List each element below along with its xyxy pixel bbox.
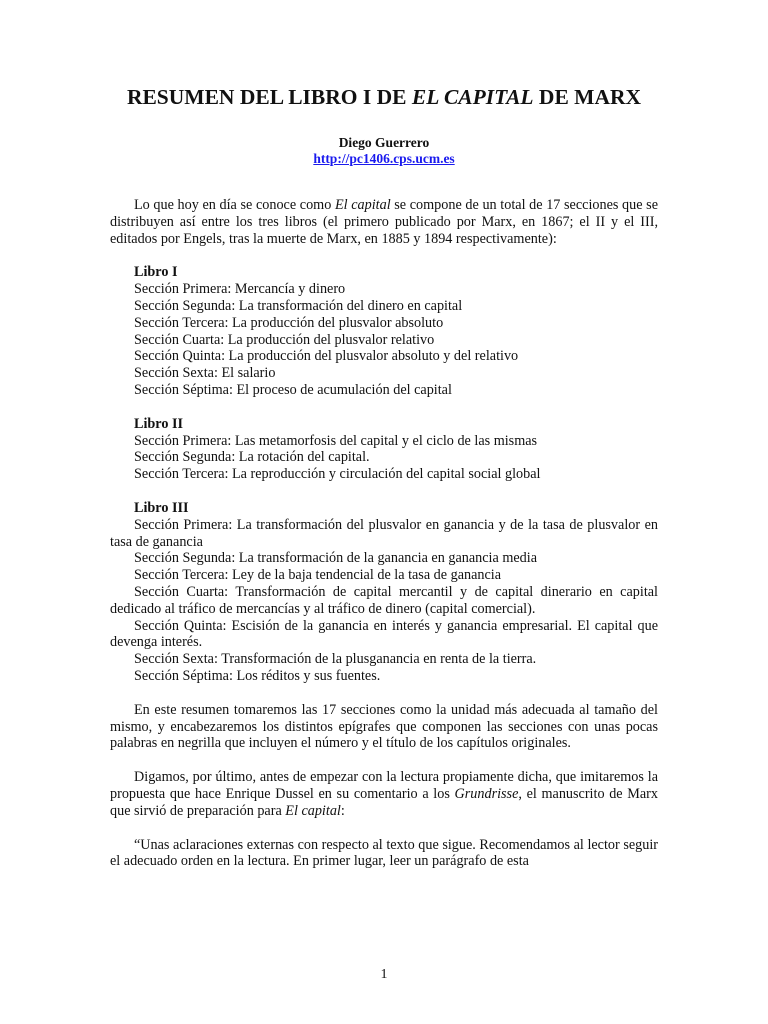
title-text-end: DE MARX: [533, 85, 642, 109]
book-1-section: Sección Segunda: La transformación del dinero en capital: [134, 297, 463, 314]
intro-italic: El capital: [334, 197, 391, 213]
book-1-section: Sección Sexta: El salario: [134, 365, 276, 382]
dussel-italic-1: Grundrisse: [454, 785, 519, 802]
book-2-section: Sección Primera: Las metamorfosis del capital y el ciclo de las mismas: [134, 432, 538, 449]
intro-text-2: se compone de un total de 17 secciones que se distribuyen así entre los tres libros (el primero publicado por Marx, en 1867; el II y el III, editados por Engels, tras la muerte de Marx, en 1885 y 1894 respectivamente):: [110, 197, 659, 247]
dussel-text-3: :: [340, 802, 345, 819]
author-url-link[interactable]: http://pc1406.cps.ucm.es: [313, 151, 455, 166]
intro-text-1: Lo que hoy en día se conoce como: [134, 197, 335, 213]
book-3-title: Libro III: [134, 499, 189, 516]
document-body: [110, 84, 658, 870]
book-3-section: Sección Segunda: La transformación de la ganancia en ganancia media: [134, 550, 537, 567]
book-3-section: Sección Primera: La transformación del plusvalor en ganancia y de la tasa de plusvalor en tasa de ganancia: [110, 516, 658, 550]
book-1-section: Sección Séptima: El proceso de acumulación del capital: [134, 381, 452, 398]
book-2-section: Sección Tercera: La reproducción y circulación del capital social global: [134, 466, 541, 483]
document-title: [110, 84, 658, 111]
intro-paragraph: [110, 197, 658, 247]
book-3-list: [110, 500, 658, 685]
author-name: Diego Guerrero: [338, 135, 430, 150]
book-3-section: Sección Cuarta: Transformación de capital mercantil y de capital dinerario en capital dedicado al tráfico de mercancías y al tráfico de dinero (capital comercial).: [110, 583, 658, 617]
dussel-italic-2: El capital: [285, 802, 341, 819]
book-3-section: Sección Sexta: Transformación de la plusganancia en renta de la tierra.: [134, 651, 537, 668]
page-number: 1: [380, 967, 388, 982]
book-1-list: [110, 264, 658, 398]
quote-paragraph: “Unas aclaraciones externas con respecto al texto que sigue. Recomendamos al lector seguir el adecuado orden en la lectura. En primer lugar, leer un parágrafo de esta: [110, 836, 658, 870]
title-italic: EL CAPITAL: [411, 85, 534, 109]
book-2-section: Sección Segunda: La rotación del capital.: [134, 449, 370, 466]
dussel-text-1: Digamos, por último, antes de empezar con la lectura propiamente dicha, que imitaremos la propuesta que hace Enrique Dussel en su comentario a los: [110, 769, 658, 802]
summary-method-paragraph: En este resumen tomaremos las 17 secciones como la unidad más adecuada al tamaño del mismo, y encabezaremos los distintos epígrafes que componen las secciones con unas pocas palabras en negrilla que incluyen el número y el título de los capítulos originales.: [110, 701, 658, 752]
title-text: RESUMEN DEL LIBRO I DE: [126, 85, 412, 109]
book-2-title: Libro II: [134, 415, 184, 432]
book-1-section: Sección Quinta: La producción del plusvalor absoluto y del relativo: [134, 348, 519, 365]
book-2-list: [110, 416, 658, 483]
book-3-section: Sección Séptima: Los réditos y sus fuentes.: [134, 667, 381, 684]
book-1-section: Sección Primera: Mercancía y dinero: [134, 281, 346, 298]
dussel-paragraph: [110, 769, 658, 819]
book-1-section: Sección Cuarta: La producción del plusvalor relativo: [134, 331, 435, 348]
book-1-section: Sección Tercera: La producción del plusvalor absoluto: [134, 314, 444, 331]
book-3-section: Sección Tercera: Ley de la baja tendencial de la tasa de ganancia: [134, 567, 502, 584]
book-3-section: Sección Quinta: Escisión de la ganancia en interés y ganancia empresarial. El capital que devenga interés.: [110, 617, 658, 651]
book-1-title: Libro I: [134, 264, 178, 281]
dussel-text-2: , el manuscrito de Marx que sirvió de preparación para: [110, 785, 658, 819]
